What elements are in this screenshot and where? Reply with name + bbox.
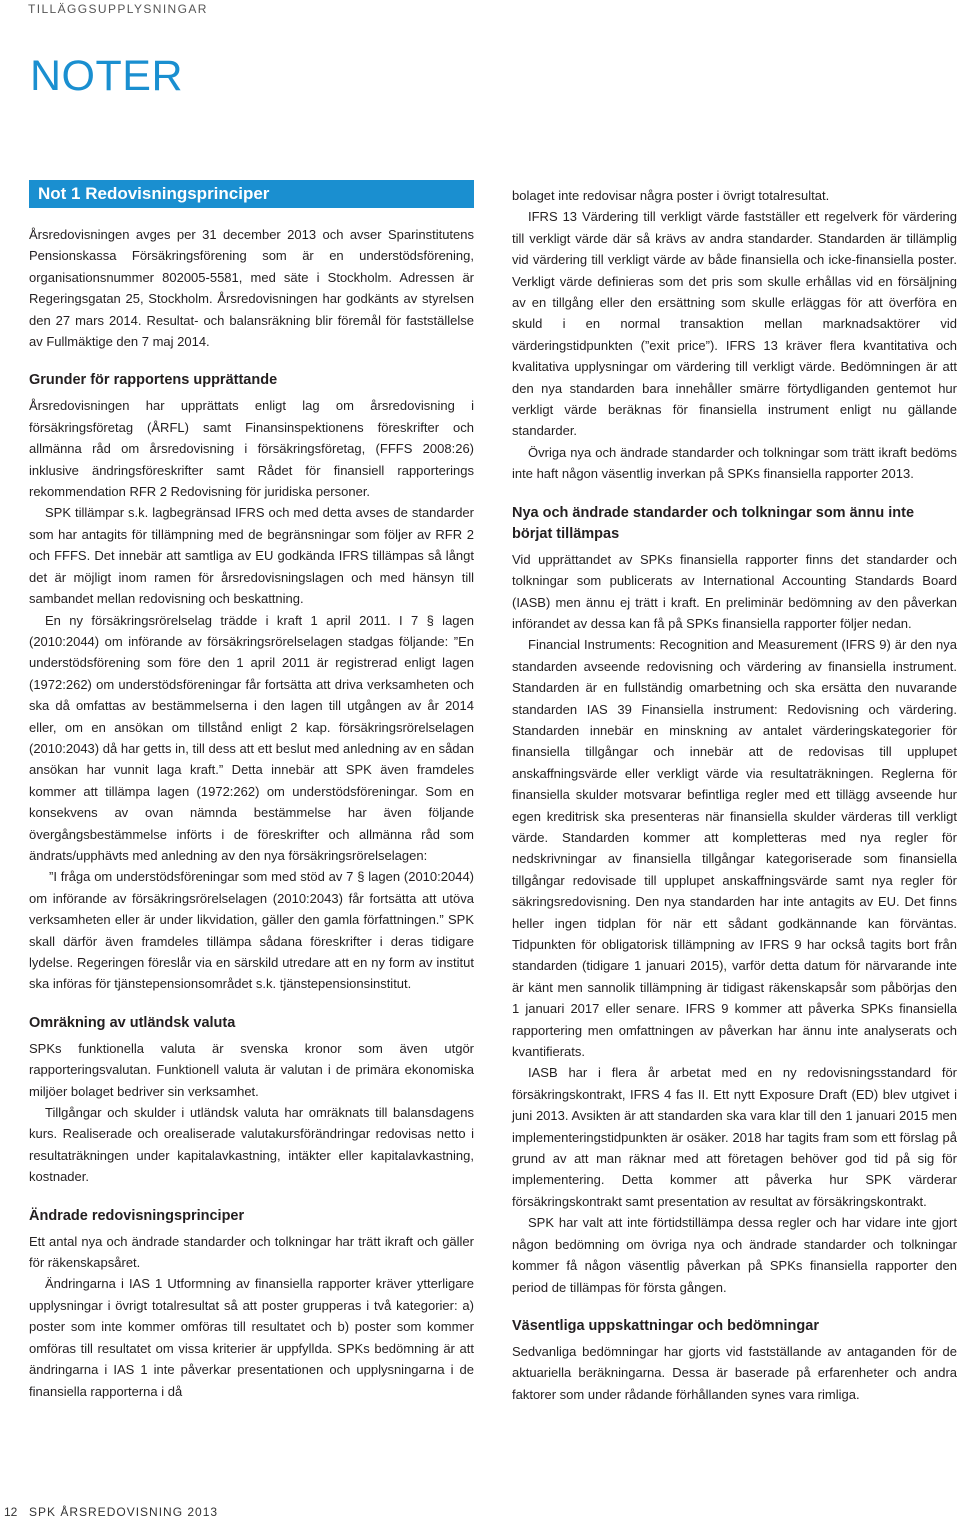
paragraph: Årsredovisningen har upprättats enligt lag om årsredovisning i försäkringsföretag (ÅRFL) samt Finansinspektionens föreskrifter och allmänna råd om årsredovisning i försäkringsföretag, (FFFS 2008:26) inklusive ändringsföreskrifter samt Rådet för finansiell rapporterings rekommendation RFR 2 Redovisning för juridiska personer. (29, 398, 474, 500)
paragraph: Övriga nya och ändrade standarder och tolkningar som trätt ikraft bedöms inte haft någon väsentlig inverkan på SPKs finansiella rapporter 2013. (512, 444, 957, 482)
running-head: TILLÄGGSUPPLYSNINGAR (28, 2, 208, 16)
paragraph: Sedvanliga bedömningar har gjorts vid fastställande av antaganden för de aktuariella beräkningarna. Dessa är baserade på erfarenheter och andra faktorer som under rådande förhållanden synes vara rimliga. (512, 1343, 957, 1402)
heading-omrakning: Omräkning av utländsk valuta (29, 1014, 236, 1031)
paragraph: SPK har valt att inte förtidstillämpa dessa regler och har vidare inte gjort någon bedömning om övriga nya och ändrade standarder och tolkningar kommer få någon väsentlig påverkan på SPKs finansiella rapporter den period de tillämpas för första gången. (512, 1215, 957, 1295)
paragraph: Vid upprättandet av SPKs finansiella rapporter finns det standarder och tolkningar som publicerats av International Accounting Standards Board (IASB) men ännu ej trätt i kraft. En preliminär bedömning av den påverkan införandet av dessa kan få på SPKs finansiella rapporter följer nedan. (512, 551, 957, 631)
heading-grunder: Grunder för rapportens upprättande (29, 372, 278, 389)
heading-andrade: Ändrade redovisningsprinciper (29, 1207, 245, 1224)
footer-label: SPK ÅRSREDOVISNING 2013 (29, 1505, 219, 1519)
paragraph: Tillgångar och skulder i utländsk valuta har omräknats till balansdagens kurs. Realiserade och orealiserade valutakursförändringar redovisas netto i resultaträkningen under kapitalavkastning, intäkter eller kapitalavkastning, kostnader. (29, 1105, 474, 1185)
paragraph: IASB har i flera år arbetat med en ny redovisningsstandard för försäkringskontrakt, IFRS 4 fas II. Ett nytt Exposure Draft (ED) blev utgivet i juni 2013. Avsikten är att standarden ska vara klar till den 1 januari 2015 men implementeringstidpunkten är osäker. 2018 har tagits fram som ett förslag på grund av att man räknar med att företagen behöver god tid på sig för implementering. Detta kommer att påverka hur SPK värderar försäkringskontrakt samt presentation av resultat av försäkringskontrakt. (512, 1065, 957, 1209)
page-number: 12 (4, 1505, 18, 1519)
paragraph: IFRS 13 Värdering till verkligt värde fastställer ett regelverk för värdering till verkligt värde där så krävs av andra standarder. Standarden är tillämplig vid värdering till verkligt värde av både finansiella och icke-finansiella poster. Verkligt värde definieras som det pris som skulle erhållas vid en försäljning av en tillgång eller den ersättning som skulle erläggas för att överföra en skuld i en normal transaktion mellan marknadsaktörer vid värderingstidpunkten (”exit price”). IFRS 13 kräver flera kvantitativa och kvalitativa upplysningar om värdering till verkligt värde. Bedömningen är att den nya standarden bara innehåller smärre förtydliganden gentemot hur verkligt värde beräknas för finansiella instrument enligt nu gällande standarder. (512, 209, 957, 439)
paragraph: bolaget inte redovisar några poster i övrigt totalresultat. (512, 188, 830, 203)
note-heading-bar: Not 1 Redovisningsprinciper (29, 180, 474, 208)
heading-vasentliga: Väsentliga uppskattningar och bedömningar (512, 1317, 819, 1334)
left-column (29, 180, 474, 1402)
paragraph: SPK tillämpar s.k. lagbegränsad IFRS och med detta avses de standarder som har antagits för tillämpning med de begränsningar som följer av RFR 2 och FFFS. Det innebär att samtliga av EU godkända IFRS tillämpas så långt det är möjligt inom ramen för årsredovisningslagen och med hänsyn till sambandet mellan redovisning och beskattning. (29, 505, 474, 607)
intro-paragraph: Årsredovisningen avges per 31 december 2013 och avser Sparinstitutens Pensionskassa Försäkringsförening som är en understödsförening, organisationsnummer 802005-5581, med säte i Stockholm. Adressen är Regeringsgatan 25, Stockholm. Årsredovisningen har godkänts av styrelsen den 27 mars 2014. Resultat- och balansräkning blir föremål för fastställelse av Fullmäktige den 7 maj 2014. (29, 227, 474, 350)
paragraph: Financial Instruments: Recognition and Measurement (IFRS 9) är den nya standarden avseende redovisning och värdering av finansiella instrument. Standarden är en fullständig omarbetning och ska ersätta den nuvarande standarden IAS 39 Finansiella instrument: Redovisning och värdering. Standarden innebär en minskning av antalet värderingskategorier för finansiella tillgångar och innebär att de redovisas till upplupet anskaffningsvärde eller verkligt värde via resultaträkningen. Reglerna för finansiella skulder motsvarar befintliga regler med ett tillägg avseende hur egen kreditrisk ska presenteras när finansiella skulder värderas till verkligt värde. Standarden kommer att kompletteras med nya regler för nedskrivningar av finansiella tillgångar kategoriserade som finansiella tillgångar redovisade till upplupet anskaffningsvärde samt nya regler för säkringsredovisning. Den nya standarden har inte antagits av EU. Det finns heller ingen tidplan för när ett sådant godkännande kan förväntas. Tidpunkten för obligatorisk tillämpning av IFRS 9 har också tagits bort från standarden (tidigare 1 januari 2015), varför detta datum för närvarande inte är känt men sannolik tillämpning är tidigast räkenskapsår som påbörjas den 1 januari 2017 eller senare. IFRS 9 kommer att påverka SPKs finansiella rapportering men omfattningen av påverkan har ännu inte analyserats och kvantifierats. (512, 637, 957, 1060)
page-title: NOTER (30, 52, 183, 100)
quote-paragraph: ”I fråga om understödsföreningar som med stöd av 7 § lagen (2010:2044) om införande av försäkringsrörelselagen (2010:2043) får fortsätta att utöva verksamheten eller är under likvidation, gäller den gamla författningen.” SPK skall därför även framdeles tillämpa sådana föreskrifter i deras tidigare lydelse. Regeringen föreslår via en särskild utredare att en ny form av institut ska införas för tjänstepensionsområdet s.k. tjänstepensionsinstitut. (29, 869, 474, 992)
paragraph: Ändringarna i IAS 1 Utformning av finansiella rapporter kräver ytterligare upplysningar i övrigt totalresultat så att poster grupperas i två kategorier: a) poster som inte kommer omföras till resultatet och b) poster som kommer omföras till resultatet om vissa kriterier är uppfyllda. SPKs bedömning är att ändringarna i IAS 1 inte påverkar presentationen och upplysningarna i de finansiella rapporterna i då (29, 1276, 474, 1399)
paragraph: SPKs funktionella valuta är svenska kronor som även utgör rapporteringsvalutan. Funktionell valuta är valutan i de primära ekonomiska miljöer bolaget bedriver sin verksamhet. (29, 1040, 474, 1099)
paragraph: Ett antal nya och ändrade standarder och tolkningar har trätt ikraft och gäller för räkenskapsåret. (29, 1233, 474, 1271)
heading-nya-standarder: Nya och ändrade standarder och tolkningar som ännu inte börjat tillämpas (512, 504, 915, 542)
paragraph: En ny försäkringsrörelselag trädde i kraft 1 april 2011. I 7 § lagen (2010:2044) om införande av försäkringsrörelselagen stadgas följande: ”En understödsförening som före den 1 april 2011 är registrerad enligt lagen (1972:262) om understödsföreningar får fortsätta att driva verksamheten och ska då omfattas av bestämmelserna i den lagen till utgången av år 2014 eller, om en ansökan om tillstånd enligt 2 kap. försäkringsrörelselagen (2010:2043) då har getts in, till dess att ett beslut med anledning av en sådan ansökan har vunnit laga kraft.” Detta innebär att SPK även framdeles kommer att tillämpa lagen (1972:262) om understödsföreningar. Som en konsekvens av ovan nämnda bestämmelse har även följande övergångsbestämmelse införts i de föreskrifter och allmänna råd som ändrats/upphävts med anledning av den nya försäkringsrörelselagen: (29, 612, 474, 863)
right-column (512, 185, 957, 1405)
